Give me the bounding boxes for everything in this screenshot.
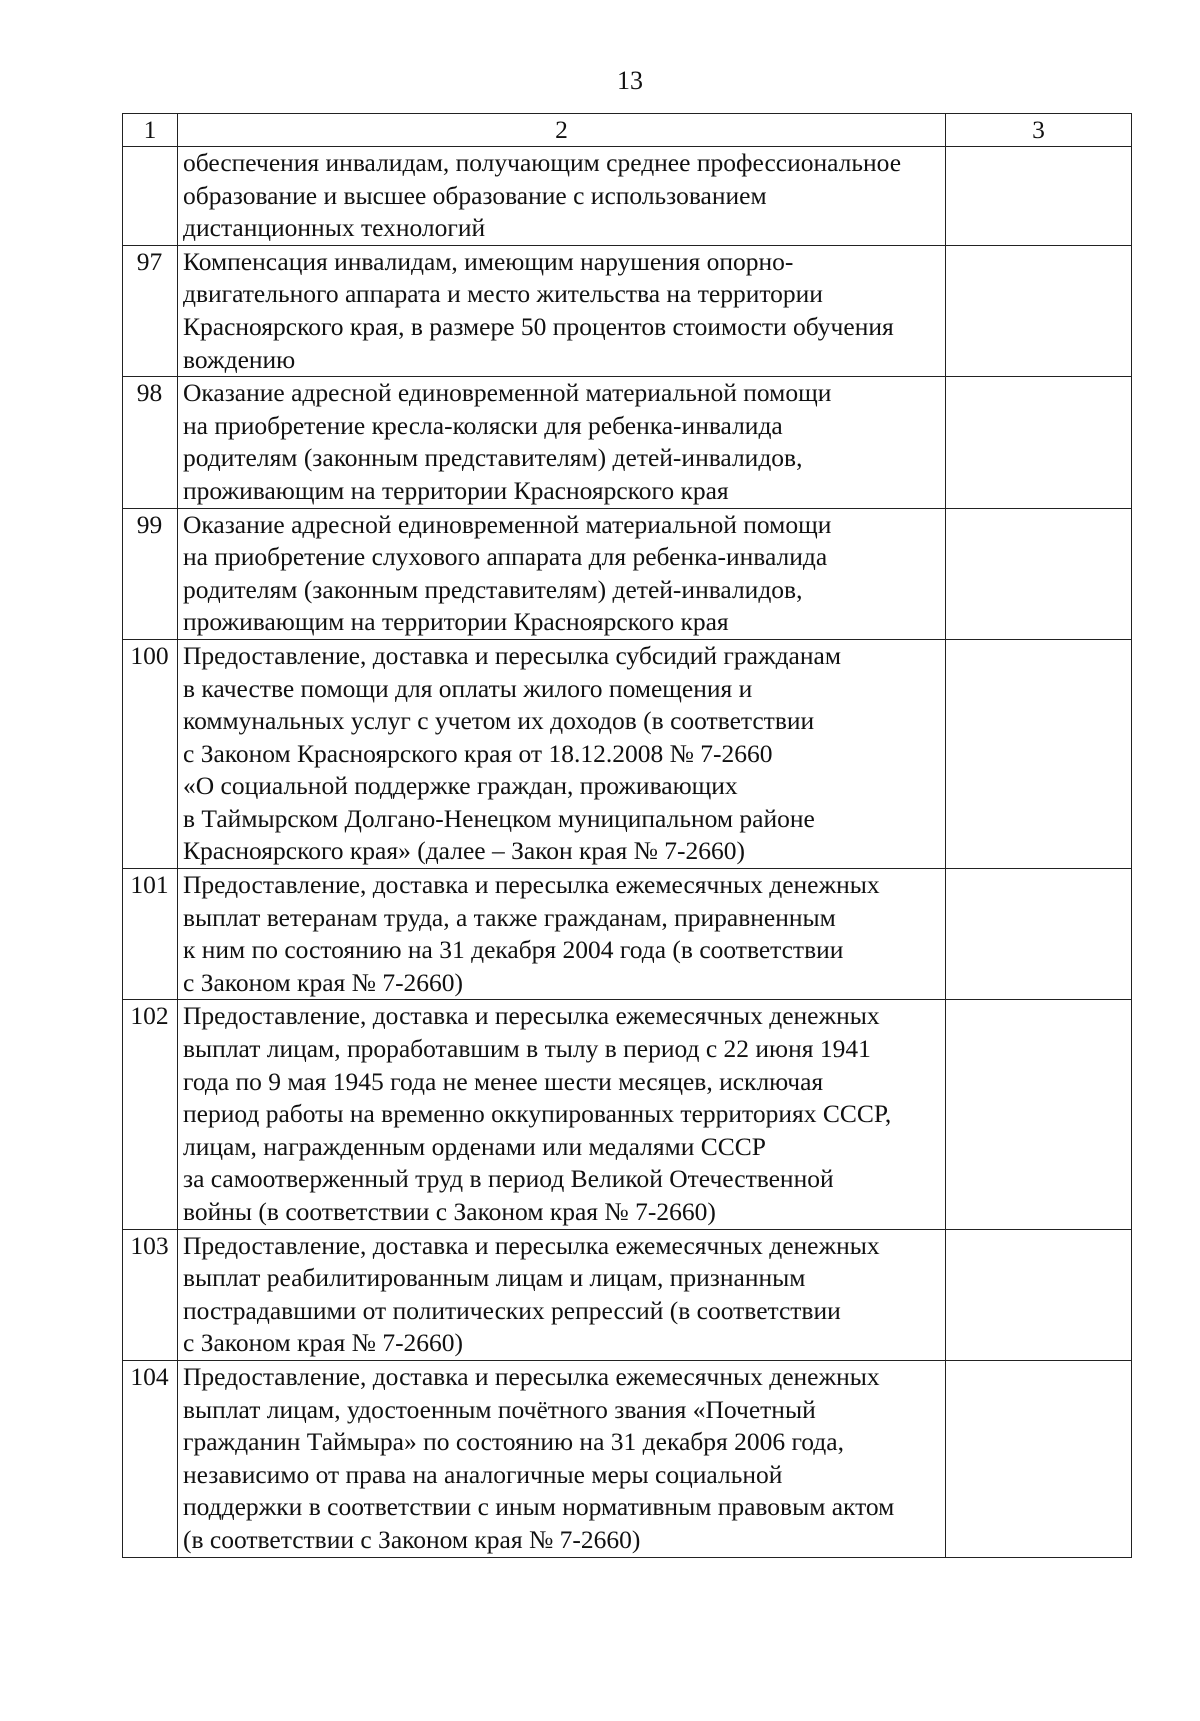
description-line: на приобретение кресла-коляски для ребенка-инвалида — [183, 410, 783, 440]
table-row — [123, 377, 1132, 508]
column-3-cell — [946, 147, 1132, 246]
description-line: независимо от права на аналогичные меры социальной — [183, 1459, 783, 1489]
table-row — [123, 1360, 1132, 1557]
description-line: родителям (законным представителям) детей-инвалидов, — [183, 443, 803, 473]
description-line: дистанционных технологий — [183, 213, 486, 243]
service-description — [178, 1360, 946, 1557]
description-line: с Законом Красноярского края от 18.12.2008 № 7-2660 — [183, 738, 773, 768]
service-description — [178, 639, 946, 868]
description-line: Компенсация инвалидам, имеющим нарушения опорно- — [183, 246, 794, 276]
table-row — [123, 508, 1132, 639]
description-line: к ним по состоянию на 31 декабря 2004 года (в соответствии — [183, 935, 844, 965]
service-description — [178, 147, 946, 246]
table-row — [123, 147, 1132, 246]
description-line: коммунальных услуг с учетом их доходов (в соответствии — [183, 706, 815, 736]
service-description — [178, 377, 946, 508]
description-line: за самоотверженный труд в период Великой Отечественной — [183, 1164, 834, 1194]
column-header-2: 2 — [178, 114, 946, 147]
service-description — [178, 1000, 946, 1229]
description-line: в качестве помощи для оплаты жилого помещения и — [183, 673, 753, 703]
description-line: выплат лицам, проработавшим в тылу в период с 22 июня 1941 — [183, 1034, 871, 1064]
services-table — [122, 113, 1132, 1558]
row-number: 102 — [123, 1000, 178, 1229]
table-row — [123, 639, 1132, 868]
service-description — [178, 245, 946, 376]
column-header-3: 3 — [946, 114, 1132, 147]
table-row — [123, 869, 1132, 1000]
description-line: на приобретение слухового аппарата для ребенка-инвалида — [183, 542, 828, 572]
column-3-cell — [946, 1360, 1132, 1557]
description-line: обеспечения инвалидам, получающим среднее профессиональное — [183, 148, 902, 177]
description-line: в Таймырском Долгано-Ненецком муниципальном районе — [183, 803, 815, 833]
description-line: Предоставление, доставка и пересылка ежемесячных денежных — [183, 870, 880, 900]
row-number: 101 — [123, 869, 178, 1000]
row-number: 99 — [123, 508, 178, 639]
description-line: образование и высшее образование с использованием — [183, 180, 767, 210]
description-line: родителям (законным представителям) детей-инвалидов, — [183, 574, 803, 604]
description-line: Оказание адресной единовременной материальной помощи — [183, 509, 832, 539]
column-3-cell — [946, 639, 1132, 868]
description-line: поддержки в соответствии с иным нормативным правовым актом — [183, 1492, 895, 1522]
service-description — [178, 1229, 946, 1360]
column-3-cell — [946, 1229, 1132, 1360]
description-line: двигательного аппарата и место жительства на территории — [183, 279, 823, 309]
row-number: 100 — [123, 639, 178, 868]
table-row — [123, 245, 1132, 376]
service-description — [178, 508, 946, 639]
description-line: с Законом края № 7-2660) — [183, 967, 464, 997]
row-number: 104 — [123, 1360, 178, 1557]
description-line: «О социальной поддержке граждан, проживающих — [183, 771, 738, 801]
description-line: Предоставление, доставка и пересылка субсидий гражданам — [183, 640, 841, 670]
column-3-cell — [946, 508, 1132, 639]
column-3-cell — [946, 1000, 1132, 1229]
description-line: (в соответствии с Законом края № 7-2660) — [183, 1524, 641, 1554]
description-line: вождению — [183, 344, 296, 374]
description-line: Предоставление, доставка и пересылка ежемесячных денежных — [183, 1230, 880, 1260]
description-line: Предоставление, доставка и пересылка ежемесячных денежных — [183, 1001, 880, 1031]
description-line: гражданин Таймыра» по состоянию на 31 декабря 2006 года, — [183, 1427, 844, 1457]
description-line: Предоставление, доставка и пересылка ежемесячных денежных — [183, 1361, 880, 1391]
column-header-1: 1 — [123, 114, 178, 147]
table-body — [123, 147, 1132, 1558]
description-line: выплат ветеранам труда, а также гражданам, приравненным — [183, 902, 836, 932]
description-line: проживающим на территории Красноярского края — [183, 607, 729, 637]
table-row — [123, 1000, 1132, 1229]
service-description — [178, 869, 946, 1000]
description-line: выплат реабилитированным лицам и лицам, признанным — [183, 1263, 806, 1293]
description-line: период работы на временно оккупированных территориях СССР, — [183, 1099, 892, 1129]
column-3-cell — [946, 869, 1132, 1000]
row-number: 97 — [123, 245, 178, 376]
row-number: 98 — [123, 377, 178, 508]
description-line: Красноярского края, в размере 50 процентов стоимости обучения — [183, 311, 894, 341]
description-line: проживающим на территории Красноярского края — [183, 475, 729, 505]
description-line: Красноярского края» (далее – Закон края № 7-2660) — [183, 836, 746, 866]
description-line: войны (в соответствии с Законом края № 7-2660) — [183, 1197, 716, 1226]
description-line: с Законом края № 7-2660) — [183, 1328, 464, 1358]
description-line: пострадавшими от политических репрессий (в соответствии — [183, 1295, 841, 1325]
column-3-cell — [946, 377, 1132, 508]
column-3-cell — [946, 245, 1132, 376]
description-line: выплат лицам, удостоенным почётного звания «Почетный — [183, 1394, 816, 1424]
row-number — [123, 147, 178, 246]
description-line: года по 9 мая 1945 года не менее шести месяцев, исключая — [183, 1066, 824, 1096]
description-line: Оказание адресной единовременной материальной помощи — [183, 378, 832, 408]
page-number: 13 — [617, 66, 643, 95]
table-row — [123, 1229, 1132, 1360]
row-number: 103 — [123, 1229, 178, 1360]
description-line: лицам, награжденным орденами или медалями СССР — [183, 1131, 766, 1161]
table-header-row — [123, 114, 1132, 147]
